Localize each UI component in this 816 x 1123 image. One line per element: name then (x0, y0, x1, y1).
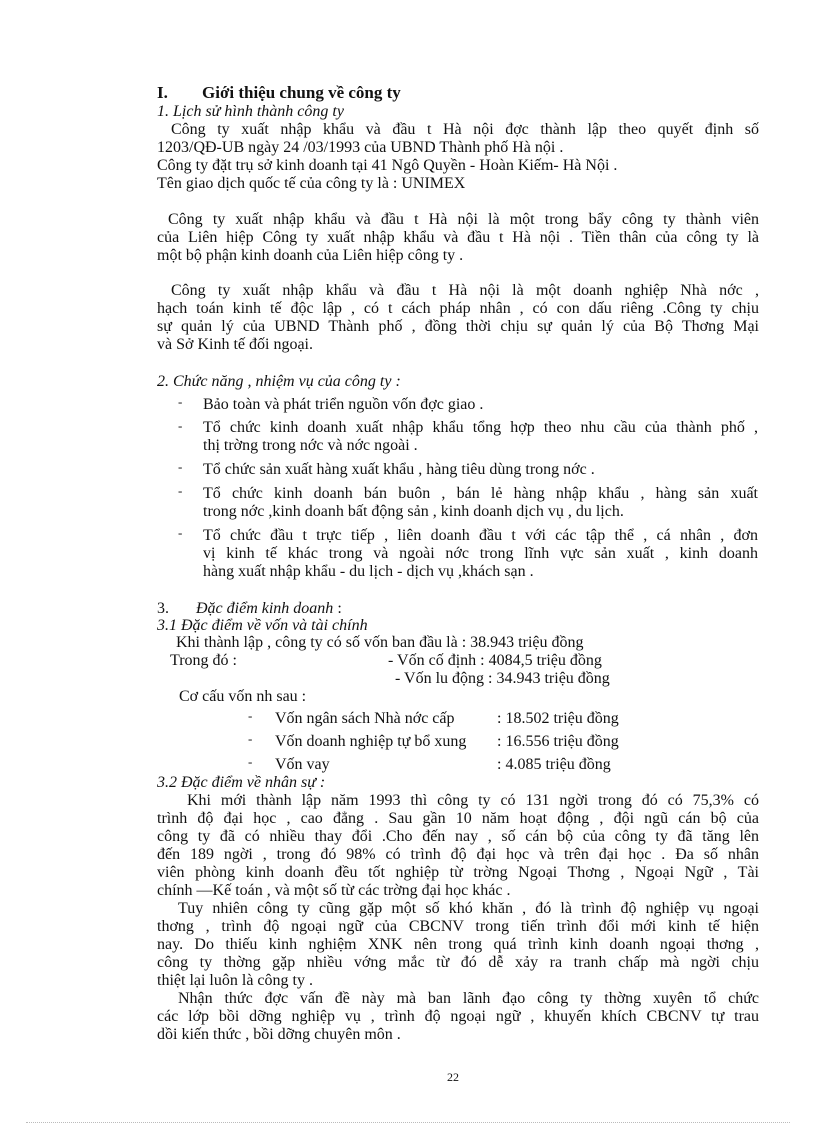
bullet-item-cont: thị trờng trong nớc và nớc ngoài . (203, 437, 418, 454)
section3-title (196, 600, 342, 618)
section3-number: 3. (157, 600, 169, 617)
bullet-item-cont: hàng xuất nhập khẩu - du lịch - dịch vụ ,khách sạn . (203, 563, 534, 580)
in-which-label: Trong đó : (170, 652, 237, 669)
paragraph-line: Tên giao dịch quốc tế của công ty là : UNIMEX (157, 175, 466, 192)
bullet-item-cont: vị kinh tế khác trong và ngoài nớc trong lĩnh vực sản xuất , kinh doanh (203, 545, 758, 562)
subsection-title-history: 1. Lịch sử hình thành công ty (157, 103, 344, 120)
paragraph-line: Công ty đặt trụ sở kinh doanh tại 41 Ngô Quyền - Hoàn Kiếm- Hà Nội . (157, 157, 618, 174)
bullet-dash: - (248, 731, 253, 746)
page-number: 22 (447, 1070, 459, 1084)
capital-line: Khi thành lập , công ty có số vốn ban đầu là : 38.943 triệu đồng (176, 634, 584, 651)
paragraph-line: đến 189 ngời , trong đó 98% có trình độ đại học và trên đại học . Đa số nhân (157, 846, 759, 863)
paragraph-line: các lớp bồi dỡng nghiệp vụ , trình độ ngoại ngữ , khuyến khích CBCNV tự trau (157, 1008, 759, 1025)
section-heading-number: I. (157, 83, 168, 102)
paragraph-line: 1203/QĐ-UB ngày 24 /03/1993 của UBND Thành phố Hà nội . (157, 139, 564, 156)
paragraph-line: viên phòng kinh doanh đều tốt nghiệp từ trờng Ngoại Thơng , Ngoại Ngữ , Tài (157, 864, 759, 881)
bullet-item: Bảo toàn và phát triển nguồn vốn đợc giao . (203, 396, 484, 413)
bullet-item: Tổ chức đầu t trực tiếp , liên doanh đầu t với các tập thể , cá nhân , đơn (203, 527, 758, 544)
paragraph-line: thiệt lại luôn là công ty . (157, 972, 313, 989)
paragraph-line: nay. Do thiếu kinh nghiệm XNK nên trong quá trình kinh doanh ngoại thơng , (157, 936, 759, 953)
paragraph-line: trình độ đại học , cao đẳng . Sau gần 10 năm hoạt động , đội ngũ cán bộ của (157, 810, 759, 827)
paragraph-line: Tuy nhiên công ty cũng gặp một số khó khăn , đó là trình độ nghiệp vụ ngoại (178, 900, 759, 917)
bullet-dash: - (178, 394, 183, 409)
bullet-dash: - (178, 459, 183, 474)
working-capital: - Vốn lu động : 34.943 triệu đồng (395, 670, 610, 687)
bullet-dash: - (178, 525, 183, 540)
structure-label: Vốn vay (275, 756, 330, 773)
paragraph-line: Công ty xuất nhập khẩu và đầu t Hà nội đợc thành lập theo quyết định số (171, 121, 759, 138)
paragraph-line: Công ty xuất nhập khẩu và đầu t Hà nội là một doanh nghiệp Nhà nớc , (171, 282, 759, 299)
paragraph-line: sự quản lý của UBND Thành phố , đồng thời chịu sự quản lý của Bộ Thơng Mại (157, 318, 759, 335)
bullet-item: Tổ chức kinh doanh xuất nhập khẩu tổng hợp theo nhu cầu của thành phố , (203, 419, 758, 436)
capital-structure-title: Cơ cấu vốn nh sau : (179, 688, 307, 705)
paragraph-line: và Sở Kinh tế đối ngoại. (157, 336, 313, 353)
section3-title-text: Đặc điểm kinh doanh (196, 600, 334, 617)
structure-value: : 18.502 triệu đồng (497, 710, 619, 727)
bullet-dash: - (178, 418, 183, 433)
structure-label: Vốn doanh nghiệp tự bổ xung (275, 733, 467, 750)
paragraph-line: dồi kiến thức , bồi dỡng chuyên môn . (157, 1026, 401, 1043)
paragraph-line: một bộ phận kinh doanh của Liên hiệp công ty . (157, 247, 464, 264)
paragraph-line: Khi mới thành lập năm 1993 thì công ty có 131 ngời trong đó có 75,3% có (187, 792, 759, 809)
structure-label: Vốn ngân sách Nhà nớc cấp (275, 710, 455, 727)
paragraph-line: hạch toán kinh tế độc lập , có t cách pháp nhân , có con dấu riêng .Công ty chịu (157, 300, 759, 317)
structure-value: : 16.556 triệu đồng (497, 733, 619, 750)
paragraph-line: công ty thờng gặp nhiều vớng mắc từ đó dễ xảy ra tranh chấp mà ngời chịu (157, 954, 759, 971)
paragraph-line: của Liên hiệp Công ty xuất nhập khẩu và đầu t Hà nội . Tiền thân của công ty là (157, 229, 759, 246)
paragraph-line: Công ty xuất nhập khẩu và đầu t Hà nội là một trong bẩy công ty thành viên (168, 211, 759, 228)
bullet-dash: - (248, 754, 253, 769)
section-heading: Giới thiệu chung về công ty (202, 83, 401, 102)
subsection-title-functions: 2. Chức năng , nhiệm vụ của công ty : (157, 373, 401, 390)
bullet-item: Tổ chức sản xuất hàng xuất khẩu , hàng tiêu dùng trong nớc . (203, 461, 595, 478)
bullet-item: Tổ chức kinh doanh bán buôn , bán lẻ hàng nhập khẩu , hàng sản xuất (203, 485, 758, 502)
paragraph-line: thơng , trình độ ngoại ngữ của CBCNV trong tiến trình đổi mới kinh tế hiện (157, 918, 759, 935)
section3-title-colon: : (333, 600, 342, 617)
bullet-dash: - (248, 708, 253, 723)
paragraph-line: chính —Kế toán , và một số từ các trờng đại học khác . (157, 882, 511, 899)
subsection-title-staff: 3.2 Đặc điểm về nhân sự : (157, 774, 326, 791)
fixed-capital: - Vốn cố định : 4084,5 triệu đồng (388, 652, 602, 669)
structure-value: : 4.085 triệu đồng (497, 756, 611, 773)
subsection-title-capital: 3.1 Đặc điểm về vốn và tài chính (157, 617, 368, 634)
bullet-dash: - (178, 483, 183, 498)
bullet-item-cont: trong nớc ,kinh doanh bất động sản , kinh doanh dịch vụ , du lịch. (203, 503, 624, 520)
paragraph-line: Nhận thức đợc vấn đề này mà ban lãnh đạo công ty thờng xuyên tổ chức (178, 990, 759, 1007)
paragraph-line: công ty đã có nhiều thay đổi .Cho đến nay , số cán bộ của công ty đã tăng lên (157, 828, 759, 845)
